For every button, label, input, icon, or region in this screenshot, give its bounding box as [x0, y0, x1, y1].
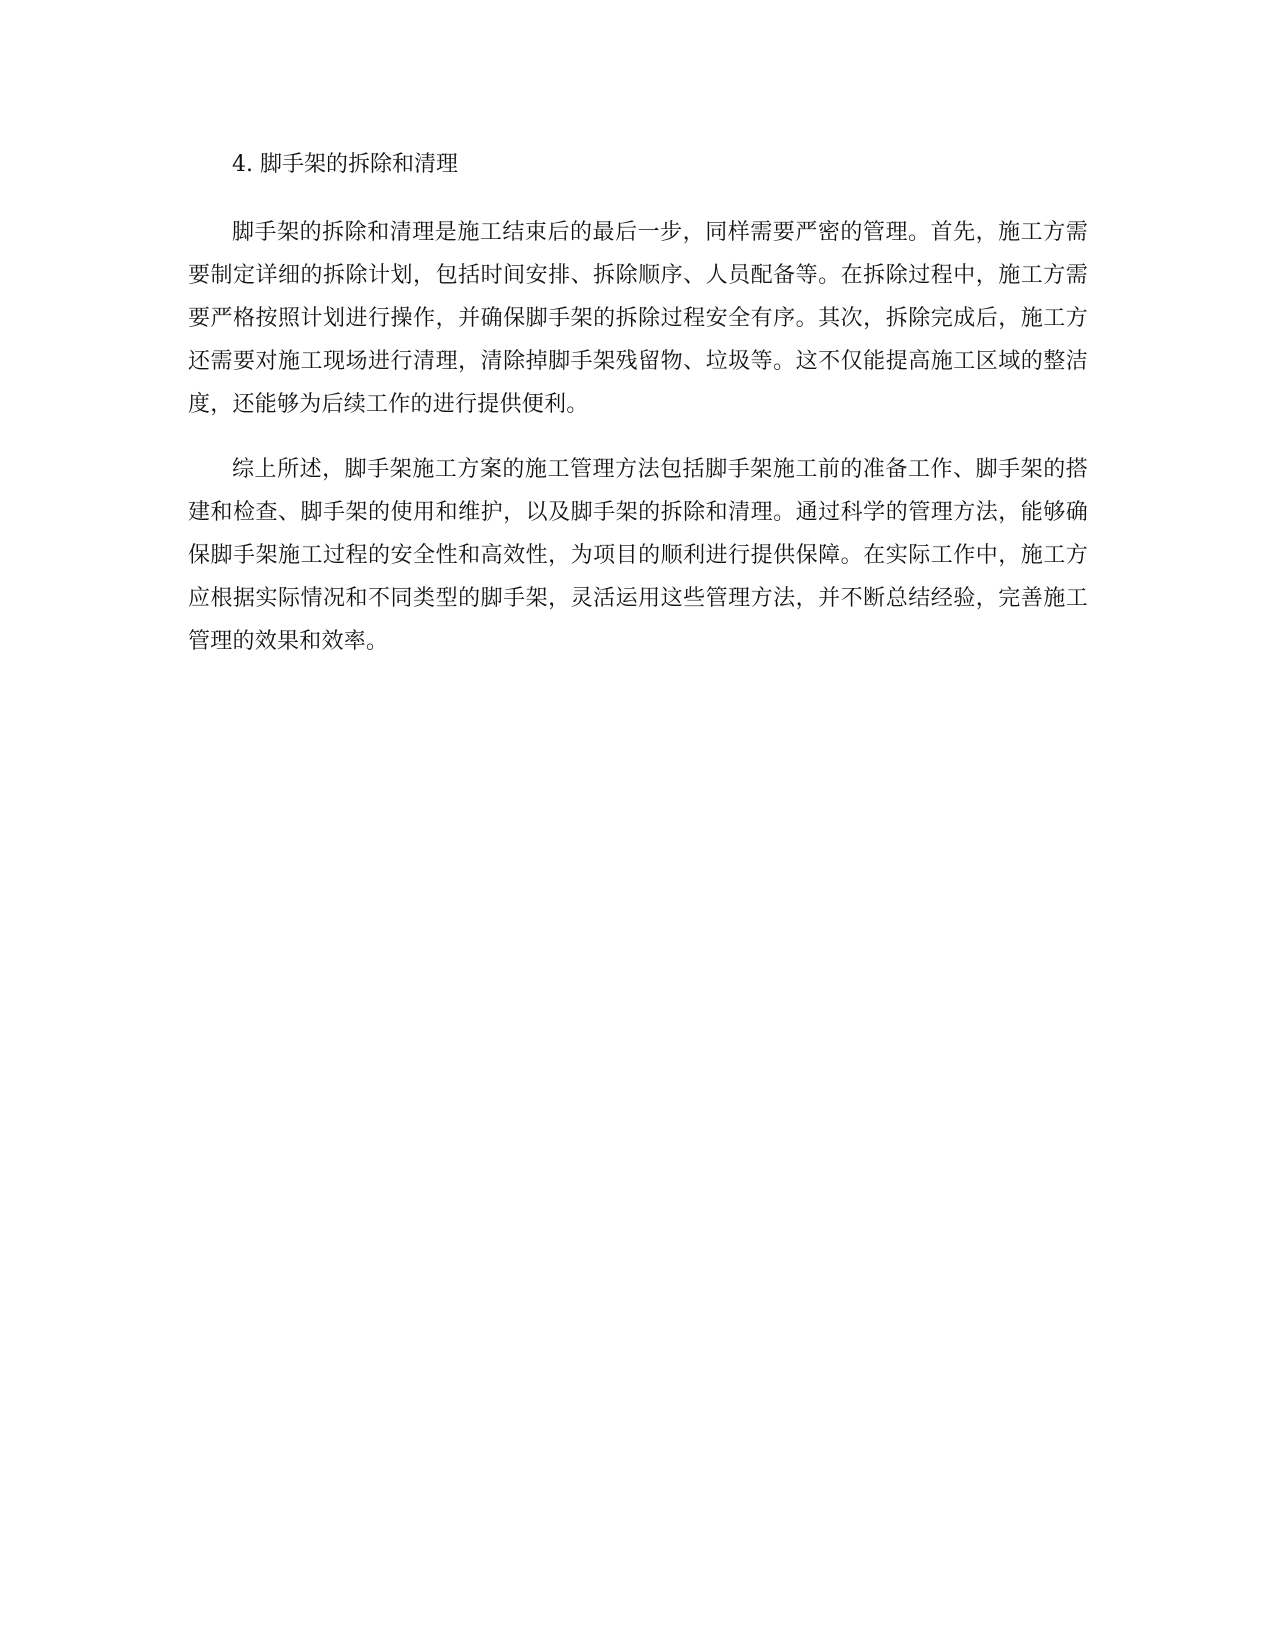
document-body [188, 150, 1088, 685]
section-heading: 4. 脚手架的拆除和清理 [232, 152, 458, 177]
paragraph-summary: 综上所述，脚手架施工方案的施工管理方法包括脚手架施工前的准备工作、脚手架的搭建和检查、脚手架的使用和维护，以及脚手架的拆除和清理。通过科学的管理方法，能够确保脚手架施工过程的安全性和高效性，为项目的顺利进行提供保障。在实际工作中，施工方应根据实际情况和不同类型的脚手架，灵活运用这些管理方法，并不断总结经验，完善施工管理的效果和效率。 [188, 457, 1088, 654]
paragraph-dismantling: 脚手架的拆除和清理是施工结束后的最后一步，同样需要严密的管理。首先，施工方需要制定详细的拆除计划，包括时间安排、拆除顺序、人员配备等。在拆除过程中，施工方需要严格按照计划进行操作，并确保脚手架的拆除过程安全有序。其次，拆除完成后，施工方还需要对施工现场进行清理，清除掉脚手架残留物、垃圾等。这不仅能提高施工区域的整洁度，还能够为后续工作的进行提供便利。 [188, 220, 1088, 417]
